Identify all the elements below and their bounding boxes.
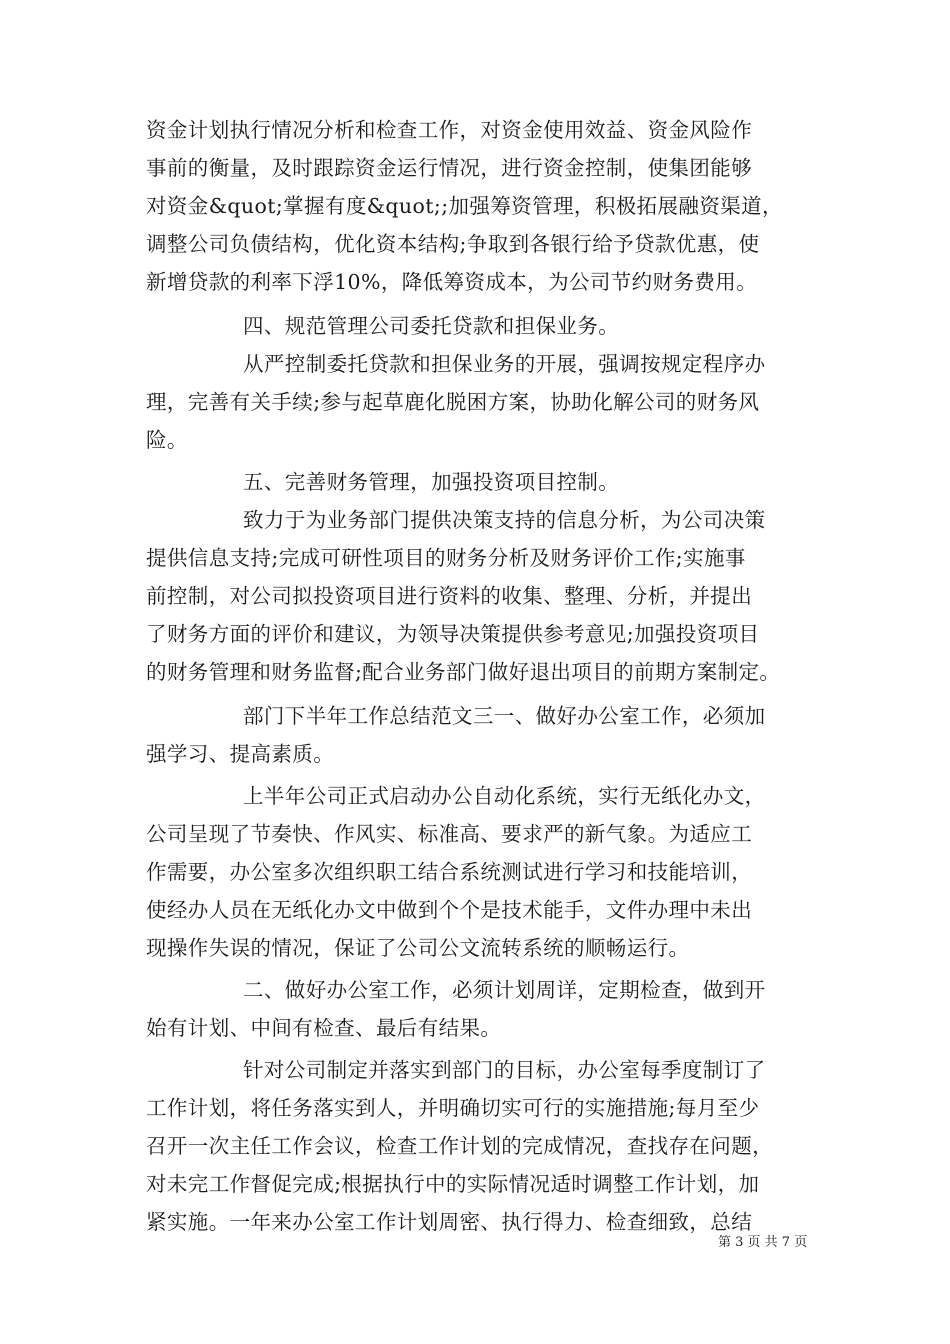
text-line: 理，完善有关手续;参与起草鹿化脱困方案，协助化解公司的财务风	[146, 390, 760, 414]
page-number: 第 3 页 共 7 页	[718, 1235, 808, 1250]
text-line: 部门下半年工作总结范文三一、做好办公室工作，必须加	[243, 704, 766, 728]
text-line: 致力于为业务部门提供决策支持的信息分析，为公司决策	[243, 508, 766, 532]
text-line: 调整公司负债结构，优化资本结构;争取到各银行给予贷款优惠，使	[146, 232, 760, 256]
section-heading: 四、规范管理公司委托贷款和担保业务。	[243, 314, 620, 338]
text-line: 工作计划，将任务落实到人，并明确切实可行的实施措施;每月至少	[146, 1096, 760, 1120]
text-line: 对资金&quot;掌握有度&quot;;加强筹资管理，积极拓展融资渠道，	[146, 194, 783, 218]
text-line: 强学习、提高素质。	[146, 742, 335, 766]
text-line: 前控制，对公司拟投资项目进行资料的收集、整理、分析，并提出	[146, 584, 753, 608]
text-line: 事前的衡量，及时跟踪资金运行情况，进行资金控制，使集团能够	[146, 156, 753, 180]
text-line: 的财务管理和财务监督;配合业务部门做好退出项目的前期方案制定。	[146, 660, 781, 684]
text-line: 对未完工作督促完成;根据执行中的实际情况适时调整工作计划，加	[146, 1172, 760, 1196]
text-line: 从严控制委托贷款和担保业务的开展，强调按规定程序办	[243, 352, 766, 376]
text-line: 紧实施。一年来办公室工作计划周密、执行得力、检查细致，总结	[146, 1210, 753, 1234]
text-line: 公司呈现了节奏快、作风实、标准高、要求严的新气象。为适应工	[146, 822, 753, 846]
text-line: 使经办人员在无纸化办文中做到个个是技术能手，文件办理中未出	[146, 898, 753, 922]
text-line: 险。	[146, 428, 188, 452]
text-line: 提供信息支持;完成可研性项目的财务分析及财务评价工作;实施事	[146, 546, 746, 570]
text-line: 资金计划执行情况分析和检查工作，对资金使用效益、资金风险作	[146, 118, 753, 142]
text-line: 新增贷款的利率下浮10%，降低筹资成本，为公司节约财务费用。	[146, 270, 758, 294]
section-heading: 二、做好办公室工作，必须计划周详，定期检查，做到开	[243, 978, 766, 1002]
text-line: 现操作失误的情况，保证了公司公文流转系统的顺畅运行。	[146, 936, 690, 960]
text-line: 始有计划、中间有检查、最后有结果。	[146, 1016, 502, 1040]
text-line: 召开一次主任工作会议，检查工作计划的完成情况，查找存在问题，	[146, 1134, 773, 1158]
text-line: 上半年公司正式启动办公自动化系统，实行无纸化办文，	[243, 784, 766, 808]
text-line: 针对公司制定并落实到部门的目标，办公室每季度制订了	[243, 1058, 766, 1082]
text-line: 了财务方面的评价和建议，为领导决策提供参考意见;加强投资项目	[146, 622, 760, 646]
section-heading: 五、完善财务管理，加强投资项目控制。	[243, 470, 620, 494]
text-line: 作需要，办公室多次组织职工结合系统测试进行学习和技能培训，	[146, 860, 753, 884]
